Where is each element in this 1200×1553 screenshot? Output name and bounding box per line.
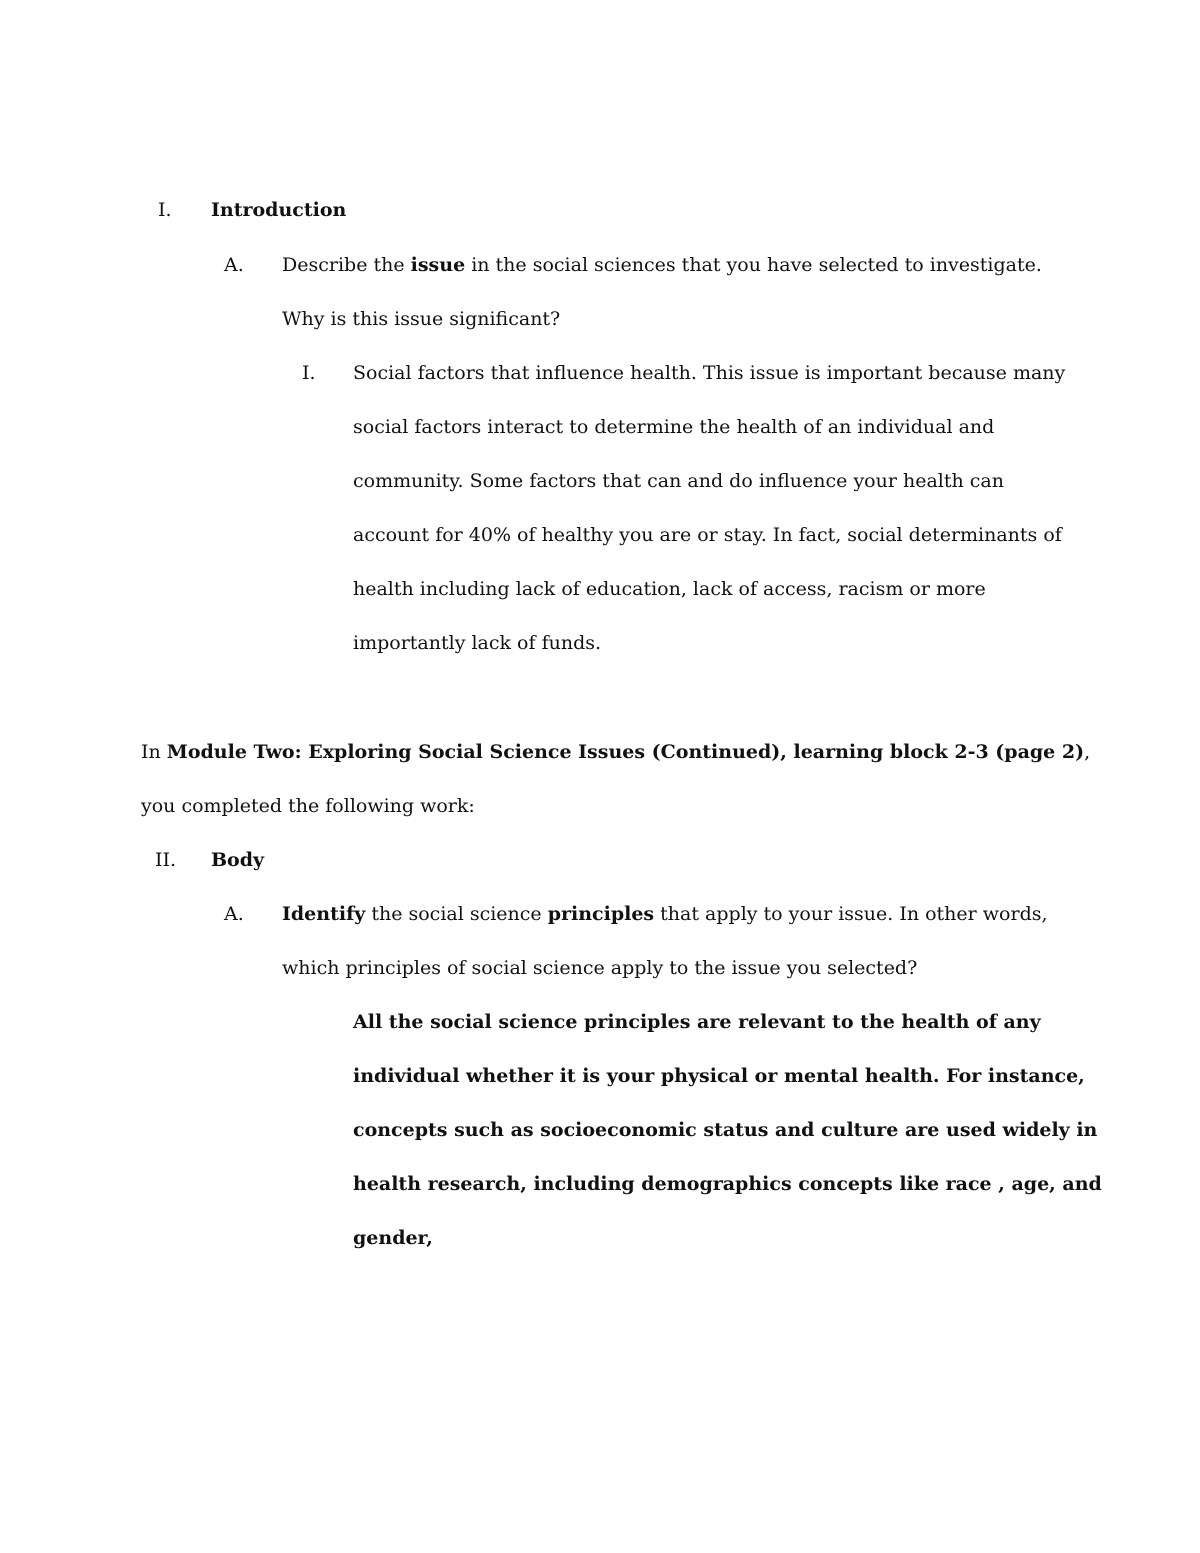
module-note-line-1 <box>141 740 1090 764</box>
item-a-line-1-post: in the social sciences that you have selected to investigate. <box>465 254 1042 276</box>
sub-item-line: importantly lack of funds. <box>353 632 602 654</box>
sub-item-line: account for 40% of healthy you are or stay. In fact, social determinants of <box>353 524 1062 546</box>
sub-item-line: health including lack of education, lack of access, racism or more <box>353 578 986 600</box>
introduction-heading: Introduction <box>211 199 347 221</box>
item-a-line-1-pre: Describe the <box>282 254 411 276</box>
identify-bold: Identify <box>282 903 366 925</box>
body-item-a-line-2: which principles of social science apply to the issue you selected? <box>282 957 918 979</box>
answer-line: concepts such as socioeconomic status and culture are used widely in <box>353 1119 1098 1141</box>
answer-line: health research, including demographics concepts like race , age, and <box>353 1173 1102 1195</box>
item-a-line-1-bold: issue <box>410 254 466 276</box>
module-note-post: , <box>1084 741 1091 763</box>
answer-line: All the social science principles are relevant to the health of any <box>353 1011 1041 1033</box>
sub-item-marker: I. <box>302 362 316 384</box>
sub-item-line: community. Some factors that can and do influence your health can <box>353 470 1004 492</box>
module-note-line-2: you completed the following work: <box>141 795 475 817</box>
item-a-line-1 <box>282 253 1042 277</box>
module-note-pre: In <box>141 741 167 763</box>
answer-line: individual whether it is your physical or mental health. For instance, <box>353 1065 1085 1087</box>
sub-item-line: social factors interact to determine the health of an individual and <box>353 416 995 438</box>
module-note-bold: Module Two: Exploring Social Science Issues (Continued), learning block 2-3 (page 2) <box>166 741 1085 763</box>
outline-marker-2: II. <box>155 849 177 871</box>
item-a-marker: A. <box>224 903 244 925</box>
body-item-a-post: that apply to your issue. In other words, <box>654 903 1048 925</box>
body-heading: Body <box>211 849 265 871</box>
body-item-a-mid: the social science <box>365 903 548 925</box>
body-item-a-line-1 <box>282 902 1048 926</box>
sub-item-line: Social factors that influence health. This issue is important because many <box>353 362 1066 384</box>
principles-bold: principles <box>547 903 655 925</box>
outline-marker-1: I. <box>158 199 172 221</box>
item-a-marker: A. <box>224 254 244 276</box>
item-a-line-2: Why is this issue significant? <box>282 308 561 330</box>
answer-line: gender, <box>353 1227 433 1249</box>
